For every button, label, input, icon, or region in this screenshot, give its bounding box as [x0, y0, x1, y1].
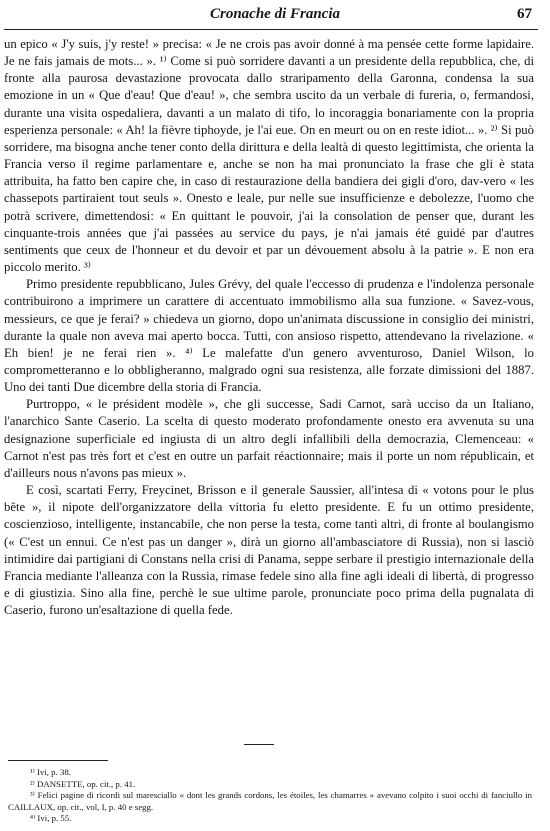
footnotes [8, 767, 532, 825]
paragraph-2: Primo presidente repubblicano, Jules Grévy, del quale l'eccesso di prudenza e l'indolenza personale contribuirono a imprimere un carattere di accentuato immobilismo alla sua funzione. « Savez-vous, messieurs, ce que je ferai? » chiedeva un giorno, dopo un'animata discussione in consiglio dei ministri, durante la quale non aveva mai aperto bocca. Tutti, con ansioso rispetto, attendevano la rivelazione. « Eh bien! je ne ferai rien ». ⁴⁾ Le malefatte d'un genero avventuroso, Daniel Wilson, lo comprometteranno e lo obbligheranno, malgrado ogni sua resistenza, alle forzate dimissioni del 1887. Uno dei tanti Due dicembre della storia di Francia. [4, 277, 534, 395]
paragraph-3: Purtroppo, « le président modèle », che gli successe, Sadi Carnot, sarà ucciso da un Italiano, l'anarchico Sante Caserio. La scelta di questo moderato profondamente onesto era avvenuta su una designazione superficiale ed ingiusta di un altro degli infallibili della democrazia, Clemenceau: « Carnot n'est pas très fort et c'est en outre un parfait réactionnaire; mais il porte un nom républicain, et d'ailleurs nous n'avons pas mieux ». [4, 397, 534, 480]
page-number: 67 [517, 6, 532, 22]
paragraph-4: E così, scartati Ferry, Freycinet, Brisson e il generale Saussier, all'intesa di « votons pour le plus bête », il nipote dell'organizzatore della vittoria fu eletto presidente. E fu un ottimo presidente, coscienzioso, intelligente, instancabile, che non perse la testa, come tanti altri, di fronte al boulangismo (« C'est un ennui. Ce n'est pas un danger », dirà un giorno all'ambasciatore di Russia), non si lasciò intimidire dai partigiani di Constans nella crisi di Panama, seppe serbare il prestigio internazionale della Francia mediante l'alleanza con la Russia, rimase fedele sino alla fine agli ideali di libertà, di progresso e di giustizia. Sino alla fine, perchè le sue ultime parole, pronunciate poco prima della pugnalata di Caserio, furono un'esaltazione di quella fede. [4, 483, 534, 618]
paragraph-1: un epico « J'y suis, j'y reste! » precisa: « Je ne crois pas avoir donné à ma pensée cette forme lapidaire. Je ne fais jamais de mots... ». ¹⁾ Come si può sorridere davanti a un presidente della repubblica, che, di fronte alla paurosa devastazione provocata dallo straripamento della Garonna, condensa la sua emozione in un « Que d'eau! Que d'eau! », che sembra uscito da un verbale di fureria, o, fermandosi, durante una visita ospedaliera, davanti a un malato di tifo, lo incoraggia bonariamente con la propria esperienza personale: « Ah! la fièvre tiphoyde, je l'ai eue. On en meurt ou on en reste idiot... ». ²⁾ Si può sorridere, ma bisogna anche tener conto della dirittura e della lealtà di questo legittimista, che orienta la Francia verso il regime parlamentare e, anche se non ha mai pronunciato la frase che gli è stata attribuita, ha fatto ben capire che, in caso di restaurazione della bandiera dei gigli d'oro, dav-vero « les chassepots partiraient tout seuls ». Onesto e leale, pur nelle sue insufficienze e debolezze, l'uomo che potrà scrivere, dimettendosi: « En quittant le pouvoir, j'ai la consolation de penser que, durant les cinquante-trois années que j'ai passées au service du pays, je n'ai jamais été guidé par d'autres sentiments que ceux de l'honneur et du devoir et par un dévouement absolu à la patrie ». E non era piccolo merito. ³⁾ [4, 37, 534, 275]
body-text [4, 36, 534, 619]
footnote-1: ¹⁾ Ivi, p. 38. [30, 767, 71, 777]
running-header [0, 6, 550, 28]
footnote-3: ³⁾ Felici pagine di ricordi sul maresciallo « dont les grands cordons, les étoiles, les chamarres » avevano colpito i suoi occhi di fanciullo in CAILLAUX, op. cit., vol, I, p. 40 e segg. [8, 790, 532, 812]
section-ornament [244, 744, 274, 745]
footnote-rule [8, 760, 108, 761]
footnote-2: ²⁾ DANSETTE, op. cit., p. 41. [30, 778, 136, 789]
footnote-4: ⁴⁾ Ivi, p. 55. [30, 813, 72, 824]
header-rule [4, 29, 538, 30]
running-title: Cronache di Francia [209, 6, 341, 22]
